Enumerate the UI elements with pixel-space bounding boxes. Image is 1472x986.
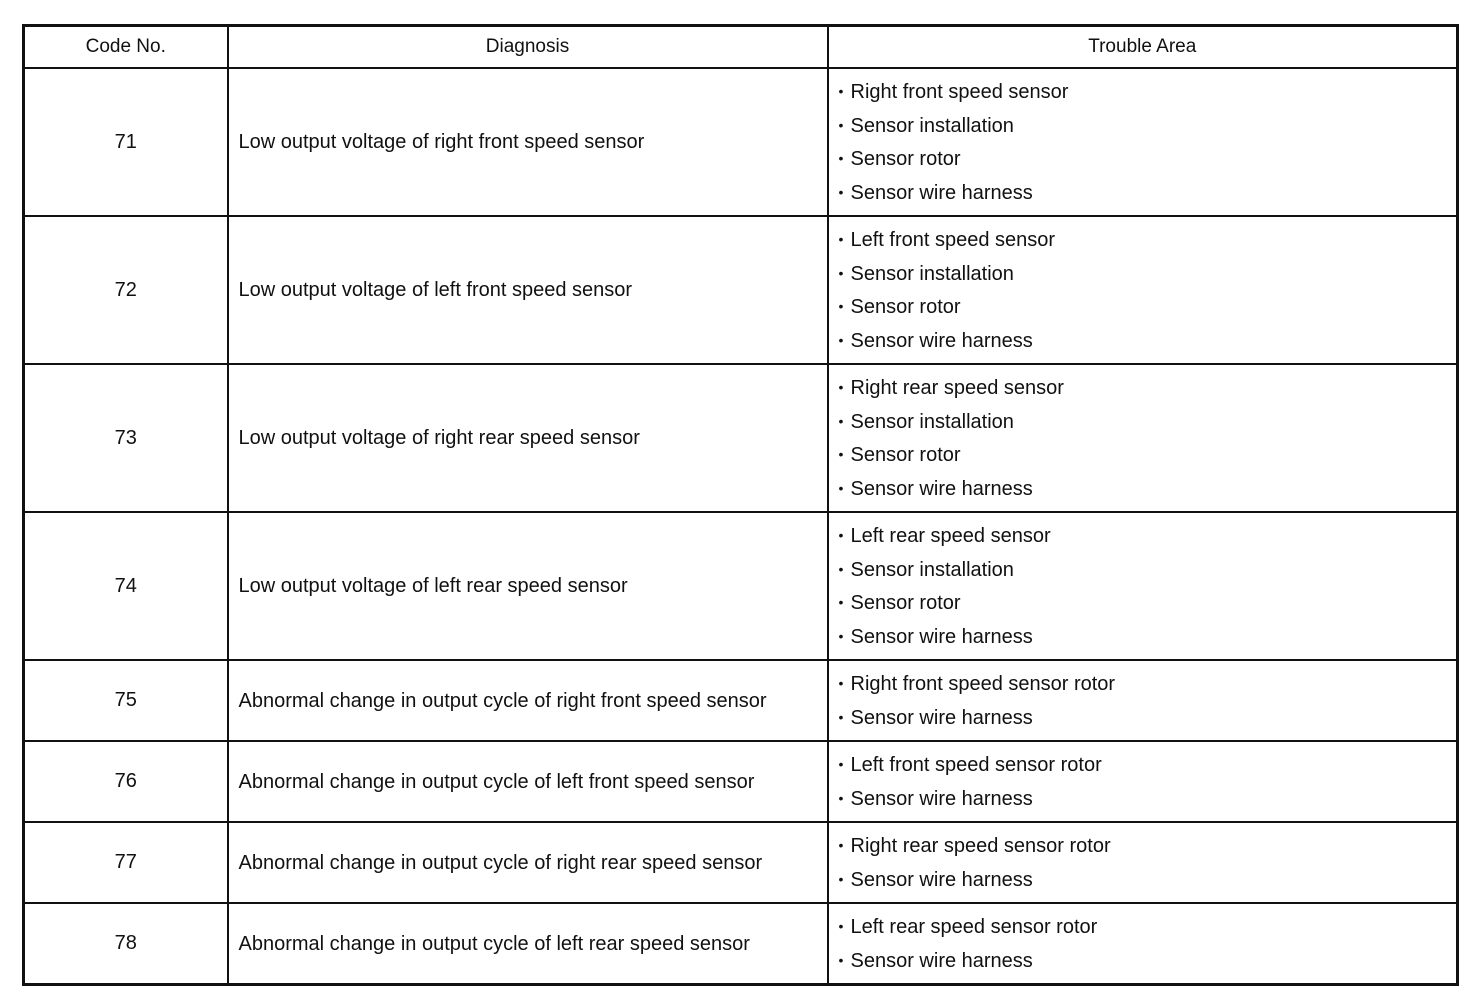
list-item-text: Sensor installation	[850, 262, 1014, 285]
list-item-text: Sensor rotor	[850, 592, 961, 614]
trouble-area-cell	[828, 216, 1458, 364]
bullet-icon: •	[838, 446, 844, 462]
diagnosis-cell: Abnormal change in output cycle of left rear speed sensor	[228, 903, 828, 985]
code-cell: 72	[24, 216, 228, 364]
list-item	[839, 109, 1457, 143]
list-item-text: Sensor wire harness	[850, 706, 1033, 729]
list-item	[839, 405, 1457, 439]
bullet-icon: •	[838, 331, 844, 348]
bullet-icon: •	[838, 756, 844, 772]
list-item	[839, 910, 1457, 944]
bullet-icon: •	[838, 675, 844, 691]
code-cell: 74	[24, 512, 228, 660]
bullet-icon: •	[838, 527, 844, 543]
trouble-area-list	[839, 75, 1457, 209]
list-item	[839, 782, 1457, 816]
table-row	[24, 512, 1458, 660]
table-row	[24, 68, 1458, 216]
code-cell: 78	[24, 903, 228, 985]
diagnostic-code-table	[22, 24, 1459, 986]
table-header-row	[24, 26, 1458, 69]
trouble-area-list	[839, 829, 1457, 896]
list-item	[839, 553, 1457, 587]
bullet-icon: •	[838, 708, 844, 725]
trouble-area-list	[839, 748, 1457, 815]
list-item-text: Sensor rotor	[850, 444, 961, 466]
table-row	[24, 364, 1458, 512]
bullet-icon: •	[838, 594, 844, 610]
trouble-area-cell	[828, 660, 1458, 741]
list-item	[839, 324, 1457, 358]
bullet-icon: •	[838, 479, 844, 496]
code-cell: 73	[24, 364, 228, 512]
list-item-text: Sensor rotor	[850, 148, 961, 170]
list-item-text: Sensor wire harness	[850, 329, 1033, 352]
list-item	[839, 519, 1457, 553]
bullet-icon: •	[838, 264, 844, 281]
list-item	[839, 863, 1457, 897]
trouble-area-list	[839, 223, 1457, 357]
list-item-text: Sensor installation	[850, 558, 1014, 581]
bullet-icon: •	[838, 231, 844, 247]
list-item	[839, 620, 1457, 654]
trouble-area-list	[839, 371, 1457, 505]
diagnosis-cell: Low output voltage of right rear speed sensor	[228, 364, 828, 512]
list-item-text: Right rear speed sensor rotor	[850, 835, 1111, 857]
list-item-text: Left front speed sensor	[850, 229, 1056, 251]
table-row	[24, 822, 1458, 903]
list-item	[839, 223, 1457, 257]
diagnosis-cell: Abnormal change in output cycle of left front speed sensor	[228, 741, 828, 822]
bullet-icon: •	[838, 627, 844, 644]
list-item-text: Right rear speed sensor	[850, 377, 1064, 399]
list-item	[839, 748, 1457, 782]
list-item-text: Left rear speed sensor rotor	[850, 916, 1098, 938]
list-item-text: Sensor rotor	[850, 296, 961, 318]
diagnosis-cell: Abnormal change in output cycle of right front speed sensor	[228, 660, 828, 741]
trouble-area-list	[839, 519, 1457, 653]
list-item-text: Left rear speed sensor	[850, 525, 1051, 547]
list-item	[839, 944, 1457, 978]
list-item	[839, 176, 1457, 210]
bullet-icon: •	[838, 183, 844, 200]
header-diagnosis: Diagnosis	[228, 26, 828, 69]
bullet-icon: •	[838, 837, 844, 853]
list-item	[839, 701, 1457, 735]
table-row	[24, 741, 1458, 822]
trouble-area-list	[839, 667, 1457, 734]
diagnosis-cell: Low output voltage of left rear speed sensor	[228, 512, 828, 660]
bullet-icon: •	[838, 870, 844, 887]
bullet-icon: •	[838, 83, 844, 99]
header-code-no: Code No.	[24, 26, 228, 69]
list-item-text: Sensor wire harness	[850, 625, 1033, 648]
list-item	[839, 75, 1457, 109]
list-item	[839, 371, 1457, 405]
code-cell: 77	[24, 822, 228, 903]
list-item	[839, 586, 1457, 620]
bullet-icon: •	[838, 379, 844, 395]
diagnosis-cell: Low output voltage of left front speed sensor	[228, 216, 828, 364]
bullet-icon: •	[838, 412, 844, 429]
trouble-area-cell	[828, 741, 1458, 822]
trouble-area-list	[839, 910, 1457, 977]
header-trouble-area: Trouble Area	[828, 26, 1458, 69]
table-row	[24, 216, 1458, 364]
trouble-area-cell	[828, 68, 1458, 216]
bullet-icon: •	[838, 298, 844, 314]
bullet-icon: •	[838, 116, 844, 133]
list-item	[839, 438, 1457, 472]
trouble-area-cell	[828, 903, 1458, 985]
bullet-icon: •	[838, 951, 844, 968]
trouble-area-cell	[828, 364, 1458, 512]
table-row	[24, 903, 1458, 985]
list-item	[839, 290, 1457, 324]
list-item-text: Sensor wire harness	[850, 787, 1033, 810]
list-item	[839, 142, 1457, 176]
code-cell: 76	[24, 741, 228, 822]
list-item-text: Sensor wire harness	[850, 868, 1033, 891]
list-item-text: Sensor wire harness	[850, 949, 1033, 972]
code-cell: 71	[24, 68, 228, 216]
trouble-area-cell	[828, 512, 1458, 660]
list-item	[839, 667, 1457, 701]
list-item-text: Sensor wire harness	[850, 181, 1033, 204]
code-cell: 75	[24, 660, 228, 741]
list-item-text: Right front speed sensor rotor	[850, 673, 1116, 695]
list-item	[839, 472, 1457, 506]
bullet-icon: •	[838, 918, 844, 934]
list-item	[839, 257, 1457, 291]
list-item-text: Right front speed sensor	[850, 81, 1069, 103]
diagnosis-cell: Abnormal change in output cycle of right rear speed sensor	[228, 822, 828, 903]
diagnosis-cell: Low output voltage of right front speed sensor	[228, 68, 828, 216]
trouble-area-cell	[828, 822, 1458, 903]
list-item-text: Sensor wire harness	[850, 477, 1033, 500]
list-item-text: Left front speed sensor rotor	[850, 754, 1102, 776]
bullet-icon: •	[838, 150, 844, 166]
list-item-text: Sensor installation	[850, 410, 1014, 433]
list-item	[839, 829, 1457, 863]
bullet-icon: •	[838, 789, 844, 806]
list-item-text: Sensor installation	[850, 114, 1014, 137]
bullet-icon: •	[838, 560, 844, 577]
table-row	[24, 660, 1458, 741]
